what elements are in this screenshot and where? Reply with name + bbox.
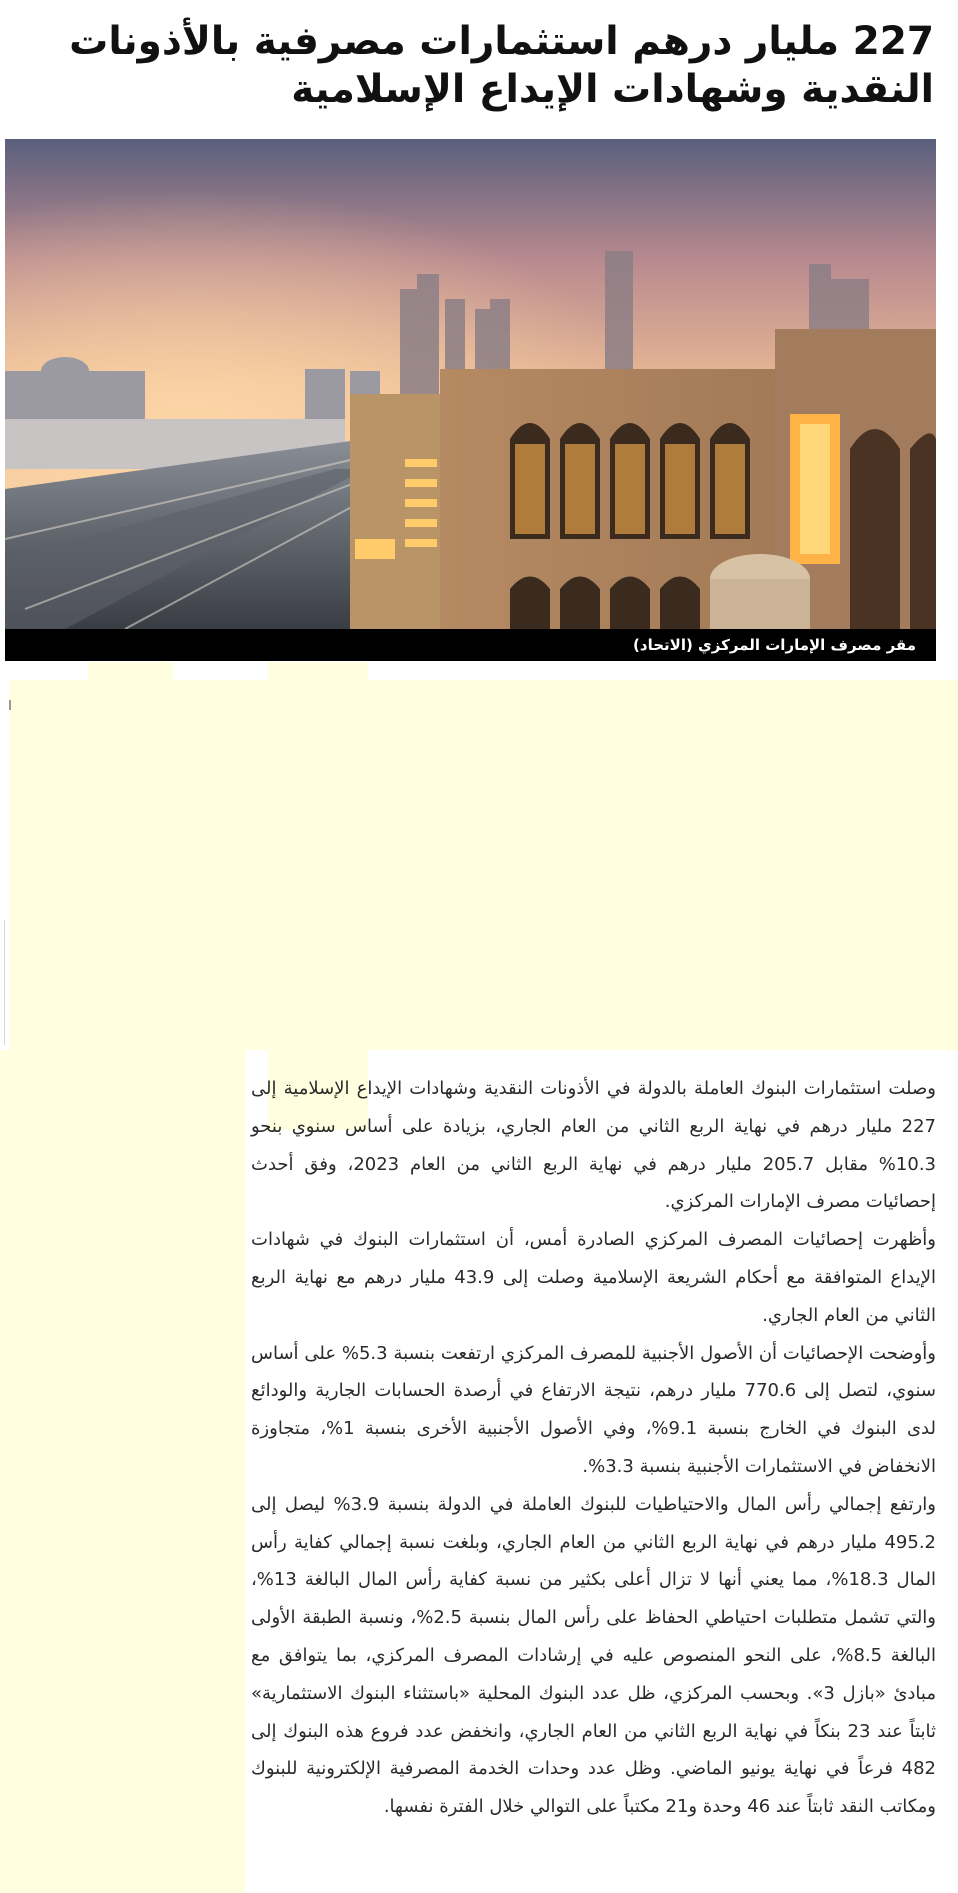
ad-placeholder-left-column	[0, 1050, 245, 1893]
article-hero-image	[5, 139, 936, 629]
article-paragraph-4: وارتفع إجمالي رأس المال والاحتياطيات للبنوك العاملة في الدولة بنسبة 3.9% ليصل إلى 495.2 مليار درهم في نهاية الربع الثاني من العام الجاري، وبلغت نسبة إجمالي كفاية رأس المال 18.3%، مما يعني أنها لا تزال أعلى بكثير من نسبة كفاية رأس المال البالغة 13%، والتي تشمل متطلبات احتياطي الحفاظ على رأس المال بنسبة 2.5%، ونسبة الطبقة الأولى البالغة 8.5%، على النحو المنصوص عليه في إرشادات المصرف المركزي، بما يتوافق مع مبادئ «بازل 3». وبحسب المركزي، ظل عدد البنوك المحلية «باستثناء البنوك الاستثمارية» ثابتاً عند 23 بنكاً في نهاية الربع الثاني من العام الجاري، وانخفض عدد فروع هذه البنوك إلى 482 فرعاً في نهاية يونيو الماضي. وظل عدد وحدات الخدمة المصرفية الإلكترونية للبنوك ومكاتب النقد ثابتاً عند 46 وحدة و21 مكتباً على التوالي خلال الفترة نفسها.	[251, 1493, 937, 1818]
ad-marker	[9, 700, 11, 710]
article-headline: 227 مليار درهم استثمارات مصرفية بالأذونات النقدية وشهادات الإيداع الإسلامية	[69, 19, 934, 112]
article-paragraph-1: وصلت استثمارات البنوك العاملة بالدولة في الأذونات النقدية وشهادات الإيداع الإسلامية إلى 227 مليار درهم في نهاية الربع الثاني من العام الجاري، بزيادة على أساس سنوي بنحو 10.3% مقابل 205.7 مليار درهم في نهاية الربع الثاني من العام 2023، وفق أحدث إحصائيات مصرف الإمارات المركزي.	[251, 1078, 936, 1213]
image-caption-bar	[5, 629, 936, 661]
ad-divider-line	[4, 920, 5, 1045]
ad-placeholder-strip-b	[268, 662, 368, 692]
image-caption: مقر مصرف الإمارات المركزي (الاتحاد)	[633, 636, 916, 654]
ad-placeholder-strip-a	[88, 662, 173, 692]
article-paragraph-2: وأظهرت إحصائيات المصرف المركزي الصادرة أمس، أن استثمارات البنوك في شهادات الإيداع المتوافقة مع أحكام الشريعة الإسلامية وصلت إلى 43.9 مليار درهم مع نهاية الربع الثاني من العام الجاري.	[251, 1229, 936, 1326]
ad-placeholder-top	[9, 680, 958, 1050]
article-body	[251, 1070, 936, 1826]
central-bank-building-photo	[5, 139, 936, 629]
article-paragraph-3: وأوضحت الإحصائيات أن الأصول الأجنبية للمصرف المركزي ارتفعت بنسبة 5.3% على أساس سنوي، لتصل إلى 770.6 مليار درهم، نتيجة الارتفاع في أرصدة الحسابات الجارية والودائع لدى البنوك في الخارج بنسبة 9.1%، وفي الأصول الأجنبية الأخرى بنسبة 1%، متجاوزة الانخفاض في الاستثمارات الأجنبية بنسبة 3.3%.	[251, 1342, 936, 1477]
